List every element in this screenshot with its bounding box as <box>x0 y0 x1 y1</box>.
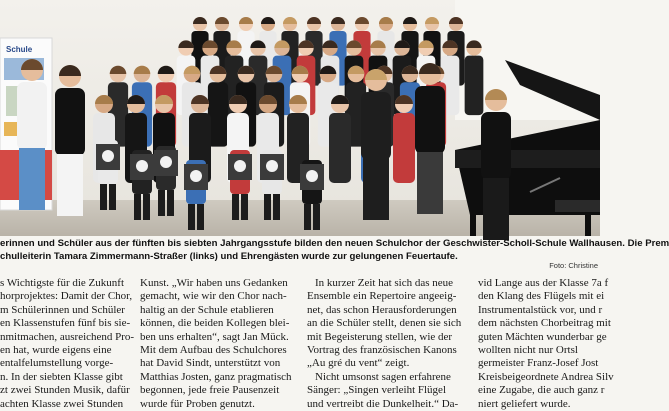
choir-member <box>329 95 351 183</box>
text-line: „Au gré du vent“ zeigt. <box>307 357 410 370</box>
text-line: s Wichtigste für die Zukunft <box>0 277 124 289</box>
photo-credit: Foto: Christine <box>549 261 598 270</box>
text-line: zt zwei Stunden Musik, dafür <box>0 384 130 397</box>
text-line: eine Zugabe, die auch ganz r <box>478 384 605 397</box>
text-line: gemacht, wie wir den Chor nach- <box>140 290 287 303</box>
caption-line-2: chulleiterin Tamara Zimmermann-Straßer (links) und Ehrengästen wurde zur gelungenen Feuertaufe. <box>0 251 458 262</box>
text-line: Ensemble ein Repertoire angeeig- <box>307 290 457 303</box>
text-line: den Klang des Flügels mit ei <box>478 290 605 303</box>
text-line: ben uns erhalten“, sagt Jan Mück. <box>140 330 289 343</box>
text-line: haltig an der Schule etablieren <box>140 303 274 316</box>
text-line: Nicht umsonst sagen erfahrene <box>315 370 451 383</box>
text-line: können, die beiden Kollegen blei- <box>140 317 290 330</box>
choir-member <box>465 40 484 115</box>
text-line: In kurzer Zeit hat sich das neue <box>315 277 454 289</box>
text-line: Sänger: „Singen verleiht Flügel <box>307 384 446 397</box>
text-line: Vortrag des französischen Kanons <box>307 343 457 356</box>
text-line: Kreisbeigeordnete Andrea Silv <box>478 370 614 383</box>
text-line: horprojektes: Damit der Chor, <box>0 290 133 303</box>
text-line: nmitmachen, ausreichend Pro- <box>0 330 135 343</box>
text-line: m Schülerinnen und Schüler <box>0 303 125 316</box>
text-line: und vertreibt die Dunkelheit.“ Da- <box>307 397 459 410</box>
text-line: an die Schüler stellt, denen sie sich <box>307 317 462 330</box>
text-line: n. In der siebten Klasse gibt <box>0 370 123 383</box>
text-line: dem nächsten Chorbeitrag mit <box>478 317 611 330</box>
text-line: wurde für Proben genutzt. <box>140 397 255 410</box>
text-line: mit Begeisterung stellen, wie der <box>307 330 453 343</box>
text-line: net, das schon Herausforderungen <box>307 303 457 316</box>
text-line: achten Klasse zwei Stunden <box>0 397 124 410</box>
text-line: hat David Sindt, unterstützt von <box>140 357 281 370</box>
article-column-4 <box>478 277 614 411</box>
text-line: guten Mächten wunderbar ge <box>478 330 607 343</box>
svg-text:Schule: Schule <box>6 45 33 54</box>
text-line: Matthias Josten, ganz pragmatisch <box>140 370 292 383</box>
text-line: germeister Franz-Josef Jost <box>478 357 599 370</box>
text-line: Kunst. „Wir haben uns Gedanken <box>140 277 288 289</box>
article-column-1 <box>0 277 134 411</box>
text-line: wollten nicht nur Ortsl <box>478 343 578 356</box>
article-column-2 <box>140 277 292 411</box>
text-line: entalfelumstellung vorge- <box>0 357 114 370</box>
choir-member <box>393 95 415 183</box>
text-line: en hat, wurde eigens eine <box>0 343 112 356</box>
text-line: begonnen, jede freie Pausenzeit <box>140 384 280 397</box>
photo-caption <box>0 236 669 272</box>
text-line: en Klassenstufen fünf bis sie- <box>0 317 131 330</box>
caption-line-1: erinnen und Schüler aus der fünften bis siebten Jahrgangsstufe bilden den neuen Schulchor der Geschwister-Scholl-Schule Wallhausen. Die Prem <box>0 238 669 249</box>
text-line: niert geliefert wurde. <box>478 397 571 410</box>
article-body <box>0 272 614 410</box>
article-column-3 <box>307 277 461 411</box>
text-line: vid Lange aus der Klasse 7a f <box>478 277 609 289</box>
text-line: Instrumentalstück vor, und r <box>478 303 603 316</box>
text-line: Mit dem Aufbau des Schulchores <box>140 343 287 356</box>
